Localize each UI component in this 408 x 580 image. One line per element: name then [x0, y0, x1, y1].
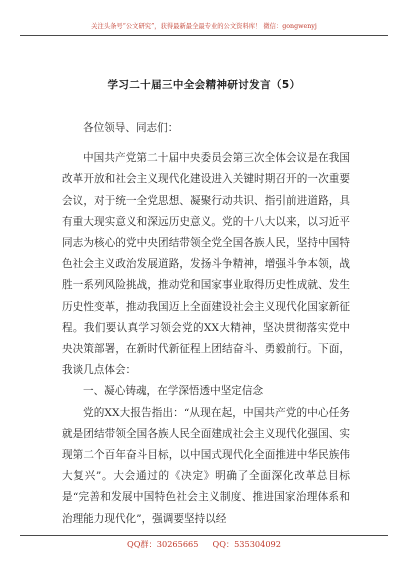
- header-divider: [20, 35, 388, 36]
- paragraph-section-1: 党的XX大报告指出：“从现在起，中国共产党的中心任务就是团结带领全国各族人民全面建成社会主义现代化强国、实现第二个百年奋斗目标，以中国式现代化全面推进中华民族伟大复兴”。大会通过的《决定》明确了全面深化改革总目标是“完善和发展中国特色社会主义制度、推进国家治理体系和治理能力现代化”，强调要坚持以经: [62, 406, 350, 525]
- header-notice: 关注头条号“公文研究”，获得最新最全最专业的公文资料库！ 微信：gongwenyj: [91, 23, 317, 30]
- footer-contact: [0, 539, 408, 550]
- section-heading-1: 一、凝心铸魂，在学深悟透中坚定信念: [83, 385, 264, 398]
- document-body: [62, 118, 350, 530]
- paragraph-intro: 中国共产党第二十届中央委员会第三次全体会议是在我国改革开放和社会主义现代化建设进入关键时期召开的一次重要会议，对于统一全党思想、凝聚行动共识、指引前进道路，具有重大现实意义和深远历史意义。党的十八大以来，以习近平同志为核心的党中央团结带领全党全国各族人民，坚持中国特色社会主义政治发展道路，发扬斗争精神，增强斗争本领，战胜一系列风险挑战，推动党和国家事业取得历史性成就、发生历史性变革，推动我国迈上全面建设社会主义现代化国家新征程。我们要认真学习领会党的XX大精神，坚决贯彻落实党中央决策部署，在新时代新征程上团结奋斗、勇毅前行。下面，我谈几点体会：: [62, 152, 350, 377]
- salutation: 各位领导、同志们：: [83, 122, 179, 134]
- footer-qq-group: QQ群：30265665: [127, 539, 199, 549]
- footer-qq: QQ：535304092: [212, 539, 281, 549]
- document-title: 学习二十届三中全会精神研讨发言（5）: [107, 79, 301, 91]
- footer-divider: [20, 535, 388, 536]
